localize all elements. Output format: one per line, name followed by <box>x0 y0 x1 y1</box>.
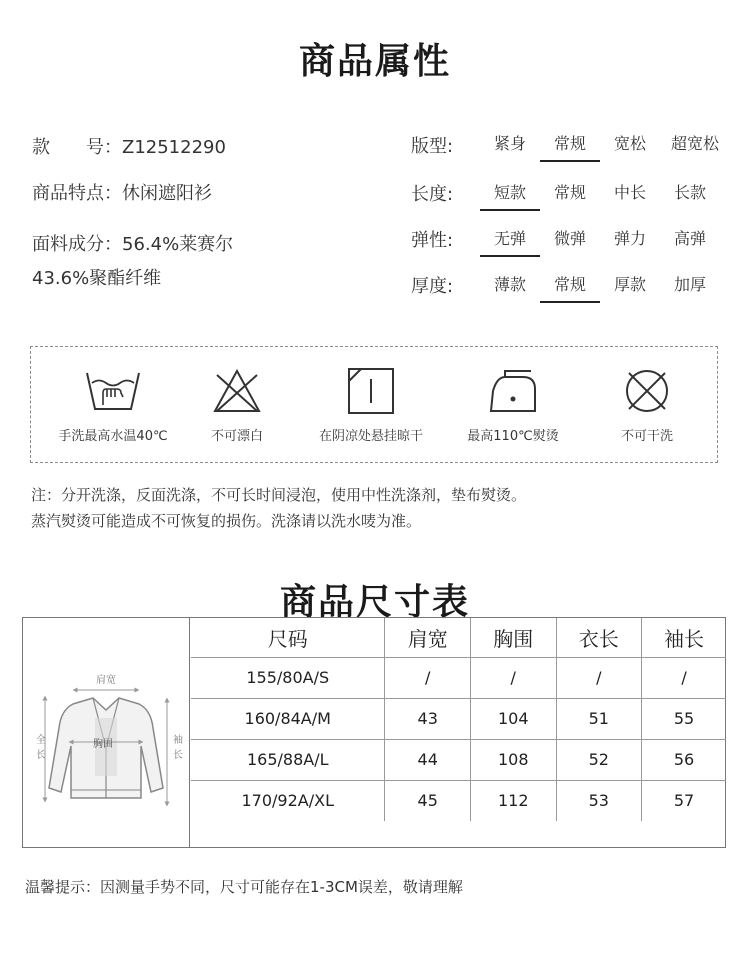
fit-option: 紧身 <box>493 134 526 153</box>
size-tip: 温馨提示：因测量手势不同，尺寸可能存在1-3CM误差，敬请理解 <box>25 878 463 896</box>
header-length: 衣长 <box>556 618 642 657</box>
attributes-title: 商品属性 <box>298 41 451 82</box>
size-table <box>191 618 726 821</box>
cell-length: 51 <box>556 698 642 739</box>
care-item <box>296 367 446 444</box>
style-number: 款 号：Z12512290 <box>32 137 226 158</box>
diagram-sleeve-label-1 <box>173 733 183 746</box>
care-item <box>572 367 722 444</box>
length-option: 中长 <box>613 183 646 202</box>
table-row <box>191 780 726 821</box>
care-note-line2: 蒸汽熨烫可能造成不可恢复的损伤。洗涤请以洗水唛为准。 <box>31 512 422 530</box>
elasticity-option: 弹力 <box>613 229 646 248</box>
care-note-line1: 注：分开洗涤，反面洗涤，不可长时间浸泡，使用中性洗涤剂，垫布熨烫。 <box>31 486 527 504</box>
cell-size: 155/80A/S <box>191 657 385 698</box>
fit-label: 版型: <box>411 136 454 157</box>
cell-length: 53 <box>556 780 642 821</box>
elasticity-option: 微弹 <box>553 229 586 248</box>
cell-size: 170/92A/XL <box>191 780 385 821</box>
length-option: 常规 <box>553 183 586 202</box>
cell-chest: 104 <box>470 698 556 739</box>
table-row <box>191 739 726 780</box>
header-chest: 胸围 <box>470 618 556 657</box>
cell-shoulder: 43 <box>385 698 471 739</box>
length-label: 长度: <box>411 184 454 205</box>
cell-shoulder: 45 <box>385 780 471 821</box>
header-sleeve: 袖长 <box>642 618 726 657</box>
header-shoulder: 肩宽 <box>385 618 471 657</box>
line-dry-shade-icon <box>341 367 401 415</box>
thickness-option: 常规 <box>540 272 600 303</box>
cell-chest: / <box>470 657 556 698</box>
elasticity-label: 弹性: <box>411 230 454 251</box>
table-header-row <box>191 618 726 657</box>
cell-size: 160/84A/M <box>191 698 385 739</box>
cell-sleeve: 57 <box>642 780 726 821</box>
fabric-composition-line1: 面料成分：56.4%莱赛尔 <box>32 234 234 255</box>
care-item <box>162 367 312 444</box>
cell-length: / <box>556 657 642 698</box>
elasticity-option: 无弹 <box>480 226 540 257</box>
care-label: 在阴凉处悬挂晾干 <box>318 429 423 444</box>
length-char-1: 全 <box>36 735 46 746</box>
care-instructions-box <box>30 346 718 463</box>
cell-sleeve: / <box>642 657 726 698</box>
cell-sleeve: 56 <box>642 739 726 780</box>
care-label: 手洗最高水温40℃ <box>58 429 168 444</box>
header-size: 尺码 <box>191 618 385 657</box>
fit-option: 超宽松 <box>670 134 719 153</box>
length-char-2: 长 <box>36 750 46 761</box>
fabric-composition-line2: 43.6%聚酯纤维 <box>32 268 162 289</box>
measurement-diagram <box>23 618 190 847</box>
sleeve-char-2: 长 <box>173 750 183 761</box>
no-dry-clean-icon <box>617 367 677 415</box>
cell-chest: 112 <box>470 780 556 821</box>
thickness-option: 加厚 <box>673 275 706 294</box>
care-item <box>438 367 588 444</box>
thickness-label: 厚度: <box>411 276 454 297</box>
fit-option: 常规 <box>540 131 600 162</box>
cell-chest: 108 <box>470 739 556 780</box>
iron-icon <box>483 367 543 415</box>
diagram-shoulder-label: 肩宽 <box>96 675 116 686</box>
no-bleach-icon <box>207 367 267 415</box>
diagram-sleeve-label-2 <box>173 749 183 761</box>
size-chart-title: 商品尺寸表 <box>279 582 470 623</box>
table-row <box>191 698 726 739</box>
table-row <box>191 657 726 698</box>
cell-shoulder: / <box>385 657 471 698</box>
care-label: 最高110℃熨烫 <box>467 429 559 444</box>
cell-size: 165/88A/L <box>191 739 385 780</box>
length-option: 长款 <box>673 183 706 202</box>
fit-option: 宽松 <box>613 134 646 153</box>
care-label: 不可漂白 <box>210 429 263 444</box>
product-feature: 商品特点：休闲遮阳衫 <box>32 183 212 204</box>
care-label: 不可干洗 <box>620 429 673 444</box>
thickness-option: 厚款 <box>613 275 646 294</box>
cell-shoulder: 44 <box>385 739 471 780</box>
cardigan-diagram-icon <box>23 618 190 847</box>
length-option: 短款 <box>480 180 540 211</box>
cell-length: 52 <box>556 739 642 780</box>
hand-wash-icon <box>83 367 143 415</box>
cell-sleeve: 55 <box>642 698 726 739</box>
diagram-chest-label: 胸围 <box>93 739 113 750</box>
size-chart <box>22 617 726 848</box>
sleeve-char-1: 袖 <box>173 735 183 746</box>
elasticity-option: 高弹 <box>673 229 706 248</box>
thickness-option: 薄款 <box>493 275 526 294</box>
